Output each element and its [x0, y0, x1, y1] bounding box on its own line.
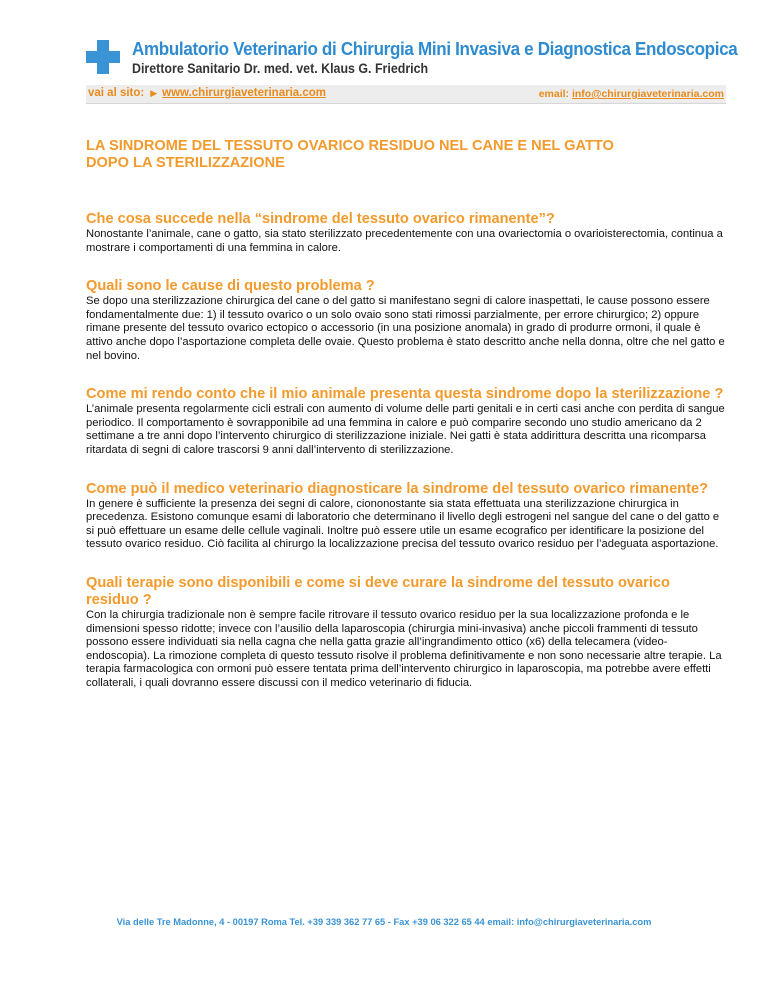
link-bar: [86, 85, 726, 104]
director-line: Direttore Sanitario Dr. med. vet. Klaus G. Friedrich: [132, 61, 429, 76]
letterhead: [86, 34, 736, 86]
email-link-group: [539, 88, 724, 100]
email-link[interactable]: info@chirurgiaveterinaria.com: [571, 88, 724, 100]
section-body: L’animale presenta regolarmente cicli estrali con aumento di volume delle parti genitali e in certi casi anche con perdita di sangue periodico. Il comportamento è sovrapponibile ad una femmina in calore e può comparire secondo uno studio americano da 2 settimane a tre anni dopo l’intervento chirurgico di sterilizzazione iniziale. Nei gatti è stata addirittura descritta una ricomparsa ritardata di segni di calore trascorsi 9 anni dall’intervento di sterilizzazione.: [86, 403, 725, 456]
section-body: Nonostante l’animale, cane o gatto, sia stato sterilizzato precedentemente con una ovariectomia o ovarioisterectomia, continua a mostrare i comportamenti di una femmina in calore.: [86, 228, 723, 254]
section-body: In genere è sufficiente la presenza dei segni di calore, ciononostante sia stata effettuata una sterilizzazione chirurgica in precedenza. Esistono comunque esami di laboratorio che determinano il livello degli estrogeni nel sangue del cane o del gatto e si può effettuare un esame delle cellule vaginali. Inoltre può essere utile un esame ecografico per identificare la posizione del tessuto ovarico residuo. Ciò facilita al chirurgo la localizzazione precisa del tessuto ovarico residuo per l’adeguata asportazione.: [86, 497, 720, 551]
section-heading: Quali terapie sono disponibili e come si deve curare la sindrome del tessuto ovarico residuo ?: [86, 574, 670, 608]
email-label: email:: [538, 88, 570, 100]
section-body: Con la chirurgia tradizionale non è sempre facile ritrovare il tessuto ovarico residuo per la sua localizzazione profonda e le dimensioni spesso ridotte; invece con l’ausilio della laparoscopia (chirurgia mini-invasiva) anche piccoli frammenti di tessuto possono essere individuati sia nella cagna che nella gatta grazie all’ingrandimento ottico (x6) della telecamera (video-endoscopia). La rimozione completa di questo tessuto risolve il problema definitivamente e non sono necessarie altre terapie. La terapia farmacologica con ormoni può essere tentata prima dell’intervento chirurgico in laparoscopia, ma potrebbe avere effetti collaterali, i quali dovranno essere discussi con il medico veterinario di fiducia.: [86, 608, 722, 689]
document-title-line2: DOPO LA STERILIZZAZIONE: [86, 155, 285, 171]
document-body: [86, 138, 726, 690]
section-body: Se dopo una sterilizzazione chirurgica del cane o del gatto si manifestano segni di calore inaspettati, le cause possono essere fondamentalmente due: 1) il tessuto ovarico o un solo ovaio sono stati rimossi parzialmente, per errore chirurgico; 2) oppure rimane presente del tessuto ovarico ectopico o accessorio (in una posizione anomala) in grado di produrre ormoni, il quale è attivo anche dopo l’asportazione completa delle ovaie. Questo problema è stato descritto anche nella donna, oltre che nel gatto e nel bovino.: [86, 295, 725, 362]
visit-label: vai al sito:: [88, 87, 145, 99]
section-heading: Che cosa succede nella “sindrome del tessuto ovarico rimanente”?: [86, 211, 555, 227]
section-heading: Come può il medico veterinario diagnosticare la sindrome del tessuto ovarico rimanente?: [86, 480, 709, 497]
medical-cross-icon: [86, 40, 120, 74]
document-title: [86, 138, 726, 172]
clinic-name: Ambulatorio Veterinario di Chirurgia Mini Invasiva e Diagnostica Endoscopica: [132, 38, 738, 59]
site-link[interactable]: www.chirurgiaveterinaria.com: [162, 87, 326, 99]
section-heading: Quali sono le cause di questo problema ?: [86, 278, 375, 295]
footer-contacts: Via delle Tre Madonne, 4 - 00197 Roma Tel. +39 339 362 77 65 - Fax +39 06 322 65 44 email: info@chirurgiaveterinaria.com: [116, 917, 652, 927]
document-title-line1: LA SINDROME DEL TESSUTO OVARICO RESIDUO NEL CANE E NEL GATTO: [86, 138, 614, 154]
section-heading: Come mi rendo conto che il mio animale presenta questa sindrome dopo la sterilizzazione ?: [86, 386, 724, 403]
play-arrow-icon: ▶: [150, 88, 158, 98]
site-link-group: [88, 87, 326, 99]
